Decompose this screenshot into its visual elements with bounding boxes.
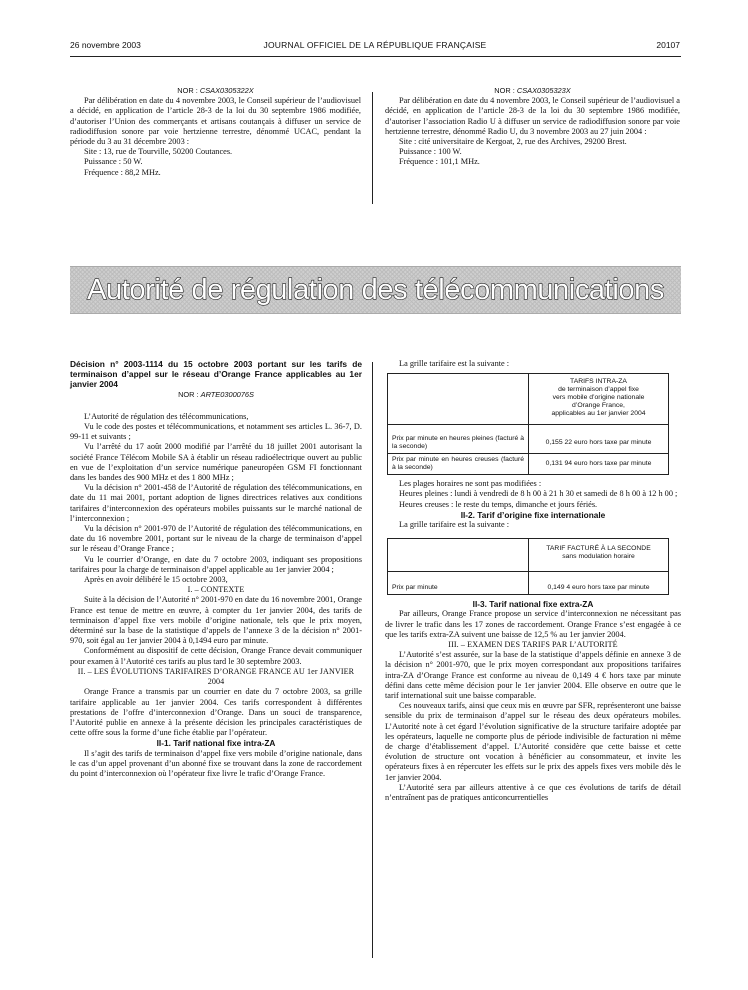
site-line: Site : cité universitaire de Kergoat, 2, rue des Archives, 29200 Brest. — [399, 137, 627, 147]
paragraph: Orange France a transmis par un courrier en date du 7 octobre 2003, sa grille tarifaire applicable au 1er janvier 2004. Ces tarifs correspondent à différentes prestations de l’offre d’interconnexion d’Orange. Dans un souci de transparence, l’Autorité publie en annexe à la présente décision les principales caractéristiques de cette offre sous la forme d’une fiche établie par l’opérateur. — [70, 687, 362, 738]
paragraph: Vu le courrier d’Orange, en date du 7 octobre 2003, indiquant ses propositions tarifaires pour la charge de terminaison d’appel applicable au 1er janvier 2004 ; — [70, 554, 362, 574]
table-row — [388, 572, 669, 595]
paragraph: Vu le code des postes et télécommunications, et notamment ses articles L. 36-7, D. 99-11 et suivants ; — [70, 422, 362, 442]
decision-title: Décision n° 2003-1114 du 15 octobre 2003 portant sur les tarifs de terminaison d’appel sur le réseau d’Orange France applicables au 1er janvier 2004 — [70, 359, 362, 390]
frequency-line: Fréquence : 101,1 MHz. — [399, 157, 480, 167]
frequency-line: Fréquence : 88,2 MHz. — [84, 167, 161, 177]
subsection-heading: II-1. Tarif national fixe intra-ZA — [156, 738, 276, 749]
table-row — [388, 454, 669, 475]
nor-code: ARTE0300076S — [200, 389, 254, 399]
paragraph: L’Autorité sera par ailleurs attentive à ce que ces évolutions de tarifs de détail n’entraînent pas de pratiques anticoncurrentielles — [385, 782, 681, 803]
paragraph: Suite à la décision de l’Autorité n° 2001-970 en date du 16 novembre 2001, Orange France est tenue de mettre en œuvre, à compter du 1er janvier 2004, des tarifs de terminaison d’appel fixe vers mobile d’origine nationale, tels que le prix moyen, déterminé sur la base de la statistique d’appels de l’annexe 3 de la décision n° 2001-970, soit égal au 1er janvier 2004 à 0,1494 euro par minute. — [70, 595, 362, 646]
nor-line: NOR : CSAX0305323X — [494, 86, 571, 95]
row-label: Prix par minute en heures pleines (facturé à la seconde) — [388, 425, 529, 454]
paragraph: Par délibération en date du 4 novembre 2003, le Conseil supérieur de l’audiovisuel a décidé, en application de l’article 28-3 de la loi du 30 septembre 1986 modifiée, d’autoriser l’Union des commerçants et artisans coutançais à diffuser un service de radiodiffusion sonore par voie hertzienne terrestre, dénommé UCAC, pendant la période du 3 au 31 décembre 2003 : — [70, 96, 361, 147]
row-value: 0,131 94 euro hors taxe par minute — [529, 454, 669, 475]
power-line: Puissance : 100 W. — [399, 147, 462, 157]
left-column — [70, 359, 362, 779]
nor-code: CSAX0305323X — [516, 86, 571, 95]
paragraph: Les plages horaires ne sont pas modifiées : — [399, 479, 542, 489]
table-row — [388, 425, 669, 454]
paragraph: Ces nouveaux tarifs, ainsi que ceux mis en œuvre par SFR, représenteront une baisse sensible du prix de terminaison d’appel sur le réseau des deux opérateurs mobiles. L’Autorité note à cet égard l’évolution significative de la structure tarifaire adoptée par les opérateurs, laquelle ne comporte plus de période indivisible de facturation ni même de charge d’établissement d’appel. L’Autorité considère que cette baisse et cette évolution de structure ont vocation à bénéficier au consommateur, et invite les opérateurs fixes à en répercuter les effets sur le prix des appels fixes vers mobile dès le 1er janvier 2004. — [385, 701, 681, 782]
section-heading: II. – LES ÉVOLUTIONS TARIFAIRES D’ORANGE FRANCE AU 1er JANVIER 2004 — [77, 666, 355, 687]
paragraph: Conformément au dispositif de cette décision, Orange France devait communiquer pour examen à l’Autorité ces tarifs au plus tard le 30 septembre 2003. — [70, 646, 362, 666]
tariff-table-international — [387, 538, 669, 595]
section-heading: III. – EXAMEN DES TARIFS PAR L’AUTORITÉ — [448, 640, 618, 650]
paragraph: La grille tarifaire est la suivante : — [399, 520, 510, 530]
paragraph: Vu la décision n° 2001-970 de l’Autorité de régulation des télécommunications, en date du 16 novembre 2001, portant sur le niveau de la charge de terminaison d’appel sur le réseau d’Orange France ; — [70, 524, 362, 554]
paragraph: Vu la décision n° 2001-458 de l’Autorité de régulation des télécommunications, en date du 11 mai 2001, portant adoption de lignes directrices relatives aux conditions tarifaires d’interconnexion des opérateurs mobiles puissants sur le marché national de l’interconnexion ; — [70, 483, 362, 523]
table-header-cell: TARIFS INTRA-ZA de terminaison d’appel fixe vers mobile d’origine nationale d’Orange France, applicables au 1er janvier 2004 — [529, 374, 669, 425]
nor-line: NOR : ARTE0300076S — [178, 389, 254, 399]
row-label: Prix par minute en heures creuses (facturé à la seconde) — [388, 454, 529, 475]
table-corner-cell — [388, 374, 529, 425]
paragraph: Il s’agit des tarifs de terminaison d’appel fixe vers mobile d’origine nationale, dans le cas d’un appel provenant d’un abonné fixe se trouvant dans la zone de raccordement du point d’interconnexion où l’opérateur fixe livre le trafic d’Orange France. — [70, 748, 362, 778]
paragraph: Vu l’arrêté du 17 août 2000 modifié par l’arrêté du 18 juillet 2001 autorisant la société France Télécom Mobile SA à établir un réseau radioélectrique ouvert au public en vue de l’exploitation d’un service numérique paneuropéen GSM FI fonctionnant dans les bandes des 900 MHz et des 1 800 MHz ; — [70, 442, 362, 483]
notice-radio-u — [385, 86, 680, 168]
paragraph: L’Autorité de régulation des télécommunications, — [84, 411, 249, 421]
banner-title: Autorité de régulation des télécommunications — [87, 274, 664, 306]
paragraph: Après en avoir délibéré le 15 octobre 2003, — [84, 575, 228, 585]
nor-line: NOR : CSAX0305322X — [177, 86, 254, 95]
table-corner-cell — [388, 539, 529, 572]
subsection-heading: II-3. Tarif national fixe extra-ZA — [472, 599, 594, 610]
header-page-number: 20107 — [656, 40, 680, 50]
notice-ucac — [70, 86, 361, 178]
header-date: 26 novembre 2003 — [70, 40, 141, 50]
power-line: Puissance : 50 W. — [84, 157, 143, 167]
site-line: Site : 13, rue de Tourville, 50200 Coutances. — [84, 147, 233, 157]
subsection-heading: II-2. Tarif d’origine fixe internationale — [460, 509, 606, 520]
paragraph: Par ailleurs, Orange France propose un service d’interconnexion ne nécessitant pas de livrer le trafic dans les 17 zones de raccordement. Orange France s’est engagée à ce que les tarifs extra-ZA suivent une baisse de 12,5 % au 1er janvier 2004. — [385, 609, 681, 639]
paragraph: La grille tarifaire est la suivante : — [399, 359, 510, 368]
header-journal-title: JOURNAL OFFICIEL DE LA RÉPUBLIQUE FRANÇAISE — [263, 40, 487, 50]
paragraph: Heures pleines : lundi à vendredi de 8 h 00 à 21 h 30 et samedi de 8 h 00 à 12 h 00 ; — [399, 489, 678, 499]
header-rule — [70, 56, 681, 57]
row-value: 0,149 4 euro hors taxe par minute — [529, 572, 669, 595]
page-header — [70, 40, 680, 54]
table-header-cell: TARIF FACTURÉ À LA SECONDE sans modulation horaire — [529, 539, 669, 572]
column-separator — [372, 92, 373, 204]
paragraph: L’Autorité s’est assurée, sur la base de la statistique d’appels définie en annexe 3 de la décision n° 2001-970, que le prix moyen correspondant aux propositions tarifaires intra-ZA d’Orange France est conforme au niveau de 0,149 4 € hors taxe par minute défini dans cette même décision pour le 1er janvier 2004. Elle observe en outre que le tarif international suit une baisse comparable. — [385, 650, 681, 701]
row-value: 0,155 22 euro hors taxe par minute — [529, 425, 669, 454]
column-separator — [372, 362, 373, 958]
paragraph: Par délibération en date du 4 novembre 2003, le Conseil supérieur de l’audiovisuel a décidé, en application de l’article 28-3 de la loi du 30 septembre 1986 modifiée, d’autoriser l’association Radio U à diffuser un service de radiodiffusion sonore par voie hertzienne terrestre, dénommé Radio U, du 3 novembre 2003 au 27 juin 2004 : — [385, 96, 680, 136]
paragraph: Heures creuses : le reste du temps, dimanche et jours fériés. — [399, 499, 598, 509]
row-label: Prix par minute — [388, 572, 529, 595]
section-heading: I. – CONTEXTE — [187, 585, 245, 595]
nor-code: CSAX0305322X — [199, 86, 254, 95]
right-column — [385, 359, 681, 803]
tariff-table-intra-za — [387, 373, 669, 475]
section-banner — [70, 266, 681, 314]
